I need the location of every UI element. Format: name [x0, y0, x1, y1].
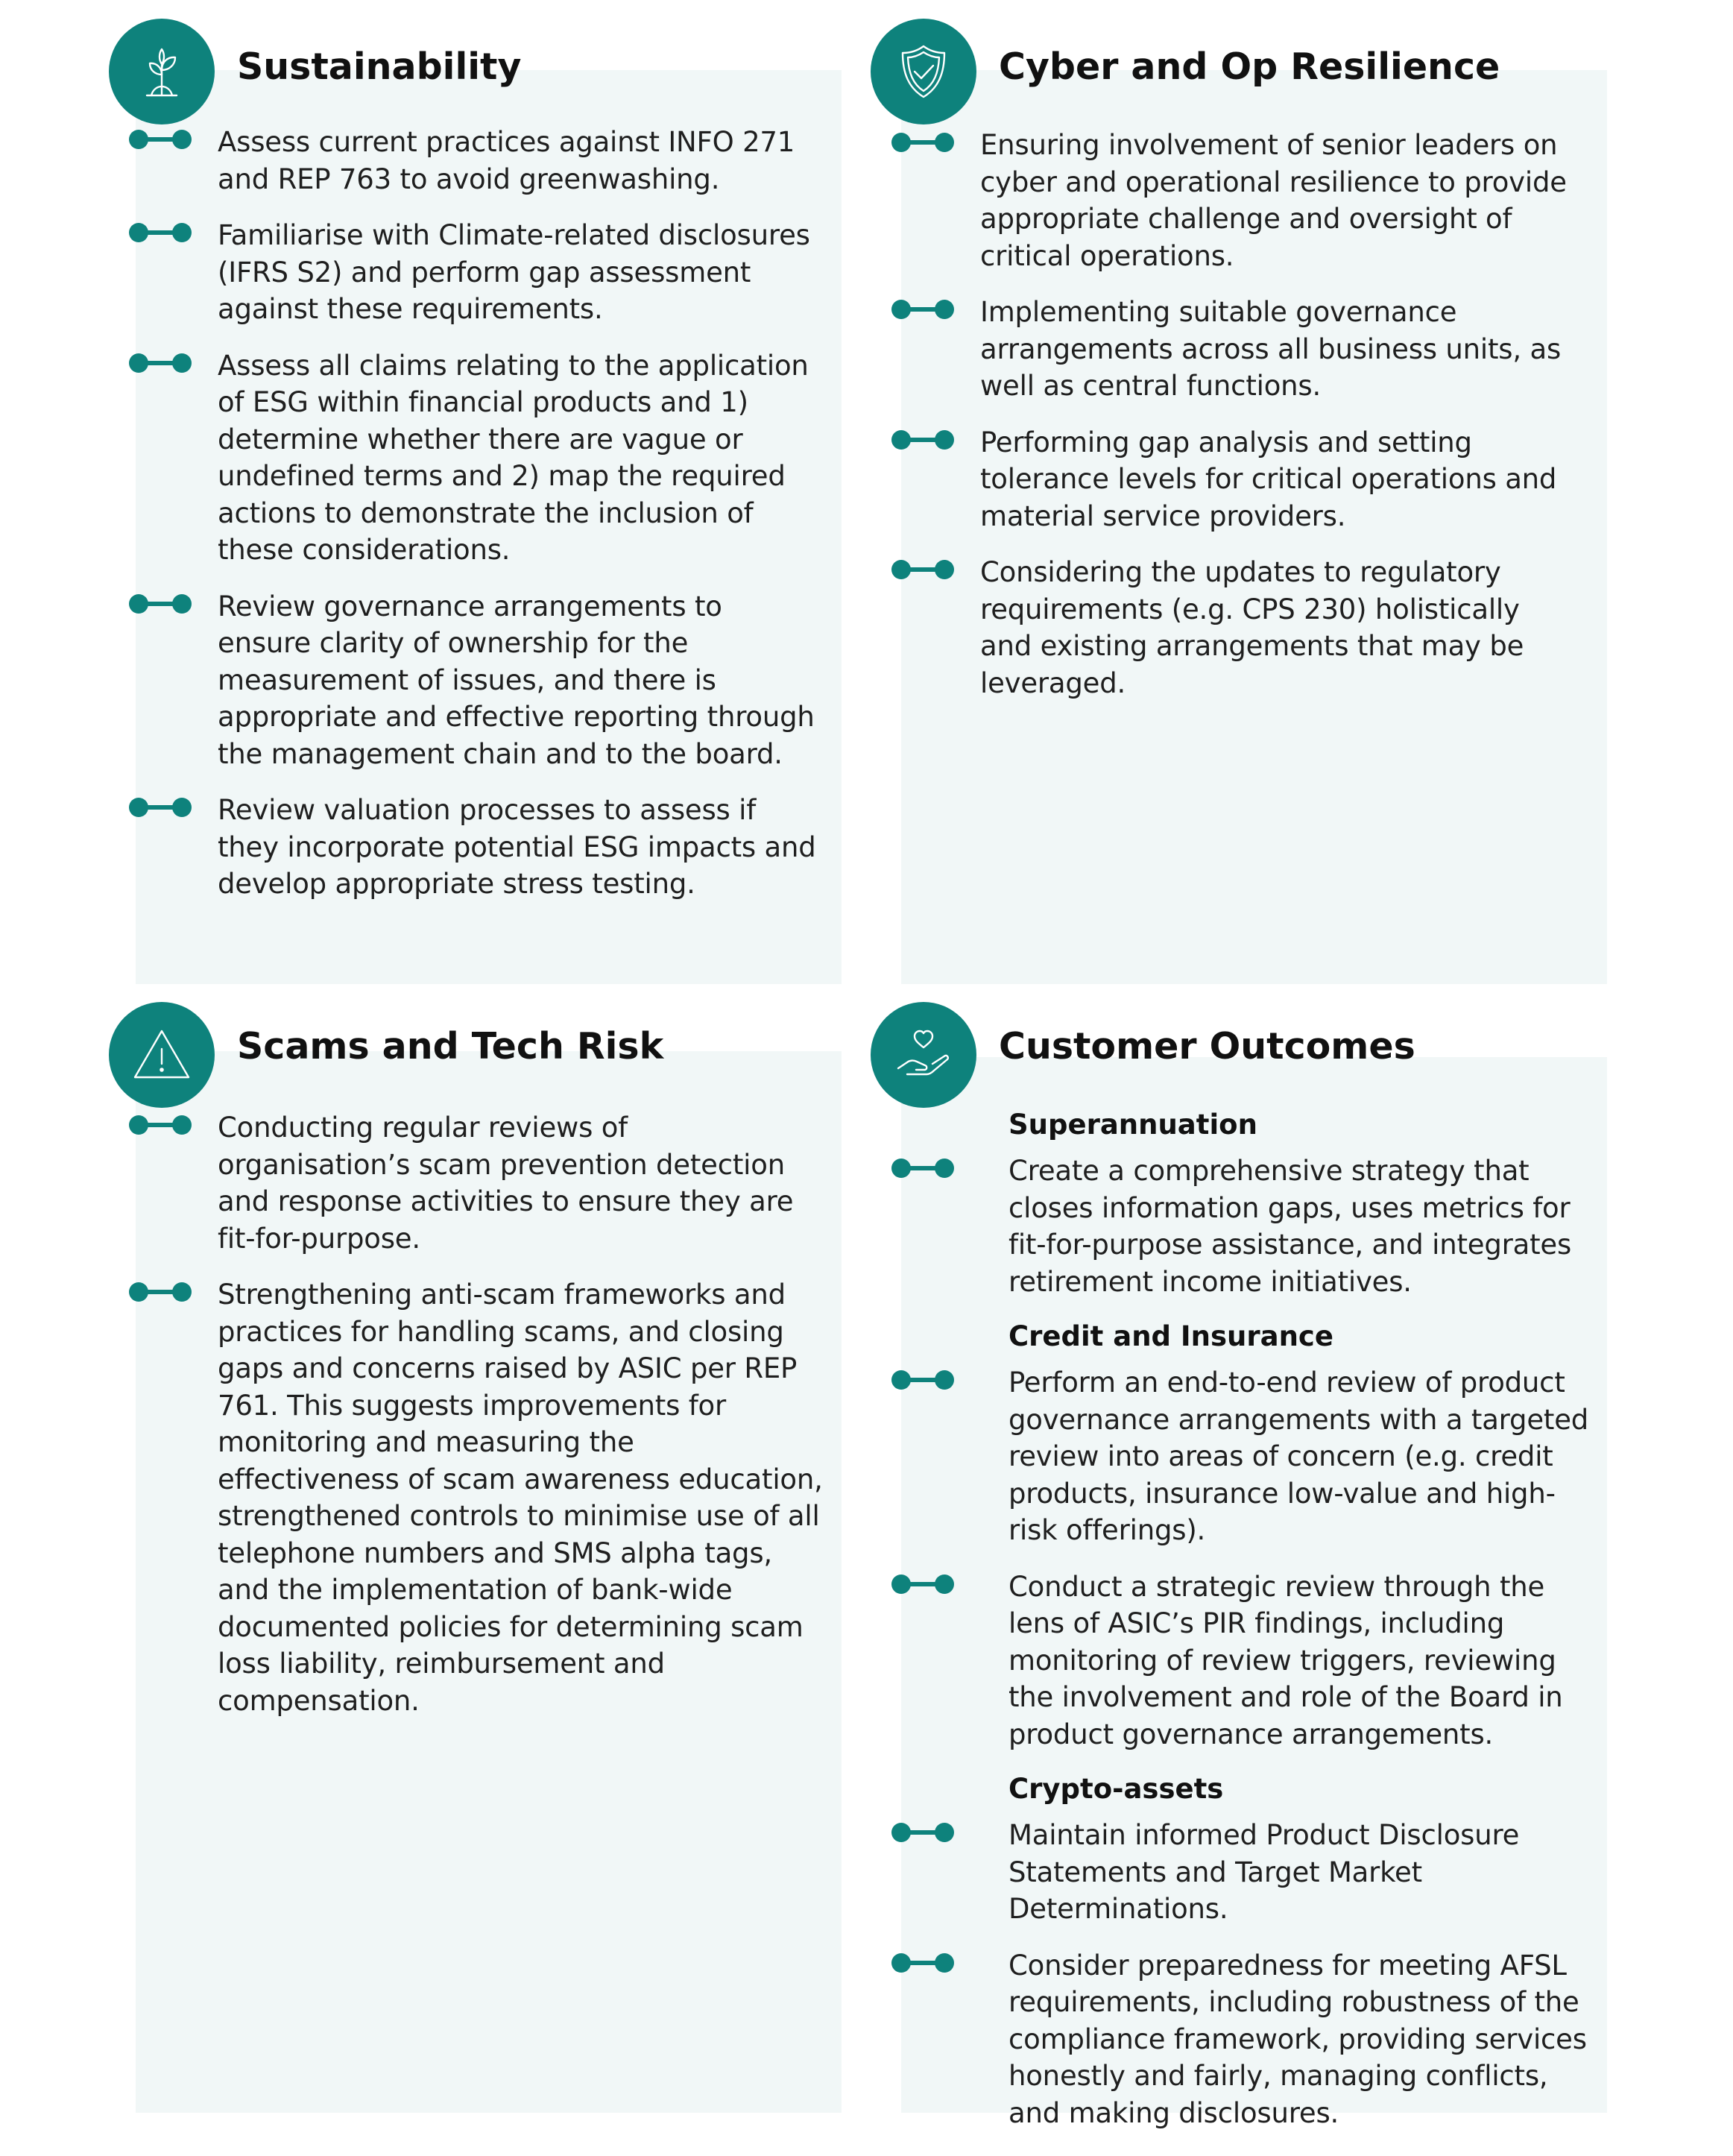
list-item-text: Implementing suitable governance arrangements across all business units, as well as central functions. — [980, 296, 1562, 402]
list-item — [127, 347, 824, 569]
customer-list — [889, 1103, 1590, 2151]
list-item-text: Conduct a strategic review through the lens of ASIC’s PIR findings, including monitoring of review triggers, reviewing the involvement and role of the Board in product governance arrangements. — [1008, 1570, 1563, 1750]
list-item-text: Strengthening anti-scam frameworks and practices for handling scams, and closing gaps and concerns raised by ASIC per REP 761. This suggests improvements for monitoring and measuring the effectiveness of scam awareness education, strengthened controls to minimise use of all telephone numbers and SMS alpha tags, and the implementation of bank-wide documented policies for determining scam loss liability, reimbursement and compensation. — [218, 1279, 823, 1717]
list-item-text: Conducting regular reviews of organisation’s scam prevention detection and response activities to ensure they are fit-for-purpose. — [218, 1112, 794, 1255]
shield-check-icon — [871, 19, 976, 124]
list-item — [127, 217, 824, 328]
credit-insurance-heading: Credit and Insurance — [1008, 1320, 1333, 1352]
list-item — [127, 588, 824, 773]
list-item — [889, 127, 1571, 274]
cyber-title: Cyber and Op Resilience — [999, 45, 1500, 88]
bullet-connector-icon — [889, 1821, 956, 1844]
bullet-connector-icon — [127, 1280, 194, 1304]
bullet-connector-icon — [127, 1113, 194, 1137]
list-item-text: Review valuation processes to assess if they incorporate potential ESG impacts and develop appropriate stress testing. — [218, 794, 816, 900]
list-item — [889, 1153, 1590, 1300]
cyber-list — [889, 127, 1571, 721]
list-item-text: Ensuring involvement of senior leaders on cyber and operational resilience to provide appropriate challenge and oversight of critical operations. — [980, 129, 1567, 272]
list-item — [889, 1569, 1590, 1753]
list-item — [127, 1109, 824, 1257]
list-item-text: Familiarise with Climate-related disclosures (IFRS S2) and perform gap assessment against these requirements. — [218, 219, 810, 325]
list-item — [889, 294, 1571, 405]
list-item-text: Assess current practices against INFO 271 and REP 763 to avoid greenwashing. — [218, 126, 795, 195]
bullet-connector-icon — [127, 127, 194, 151]
warning-triangle-icon — [109, 1002, 215, 1108]
bullet-connector-icon — [127, 351, 194, 375]
list-item-text: Performing gap analysis and setting tolerance levels for critical operations and material service providers. — [980, 426, 1557, 532]
list-item-text: Maintain informed Product Disclosure Statements and Target Market Determinations. — [1008, 1819, 1520, 1925]
scams-title: Scams and Tech Risk — [237, 1025, 664, 1068]
list-item-text: Perform an end-to-end review of product governance arrangements with a targeted review into areas of concern (e.g. credit products, insurance low-value and high-risk offerings). — [1008, 1367, 1589, 1546]
bullet-connector-icon — [889, 1368, 956, 1392]
plant-sprout-icon — [109, 19, 215, 124]
crypto-assets-heading: Crypto-assets — [1008, 1773, 1224, 1805]
list-item — [889, 1364, 1590, 1549]
bullet-connector-icon — [889, 297, 956, 321]
bullet-connector-icon — [889, 1156, 956, 1180]
scams-list — [127, 1109, 824, 1739]
list-item-text: Create a comprehensive strategy that closes information gaps, uses metrics for fit-for-purpose assistance, and integrates retirement income initiatives. — [1008, 1155, 1572, 1298]
list-item-text: Consider preparedness for meeting AFSL requirements, including robustness of the compliance framework, providing services honestly and fairly, managing conflicts, and making disclosures. — [1008, 1949, 1587, 2129]
bullet-connector-icon — [889, 1572, 956, 1596]
bullet-connector-icon — [889, 428, 956, 452]
bullet-connector-icon — [127, 221, 194, 245]
sustainability-list — [127, 124, 824, 922]
hand-heart-icon — [871, 1002, 976, 1108]
list-item — [889, 424, 1571, 535]
list-item-text: Assess all claims relating to the application of ESG within financial products and 1) determine whether there are vague or undefined terms and 2) map the required actions to demonstrate the inclusion of these considerations. — [218, 349, 809, 566]
customer-title: Customer Outcomes — [999, 1025, 1415, 1068]
list-item — [127, 1276, 824, 1719]
list-item — [889, 1817, 1590, 1928]
bullet-connector-icon — [127, 795, 194, 819]
list-item — [127, 124, 824, 198]
list-item-text: Considering the updates to regulatory requirements (e.g. CPS 230) holistically and existing arrangements that may be leveraged. — [980, 556, 1524, 699]
list-item-text: Review governance arrangements to ensure clarity of ownership for the measurement of issues, and there is appropriate and effective reporting through the management chain and to the board. — [218, 590, 815, 770]
bullet-connector-icon — [127, 592, 194, 616]
superannuation-heading: Superannuation — [1008, 1109, 1257, 1141]
list-item — [127, 792, 824, 903]
bullet-connector-icon — [889, 1951, 956, 1975]
list-item — [889, 554, 1571, 702]
list-item — [889, 1947, 1590, 2132]
sustainability-title: Sustainability — [237, 45, 522, 88]
bullet-connector-icon — [889, 130, 956, 154]
bullet-connector-icon — [889, 558, 956, 581]
